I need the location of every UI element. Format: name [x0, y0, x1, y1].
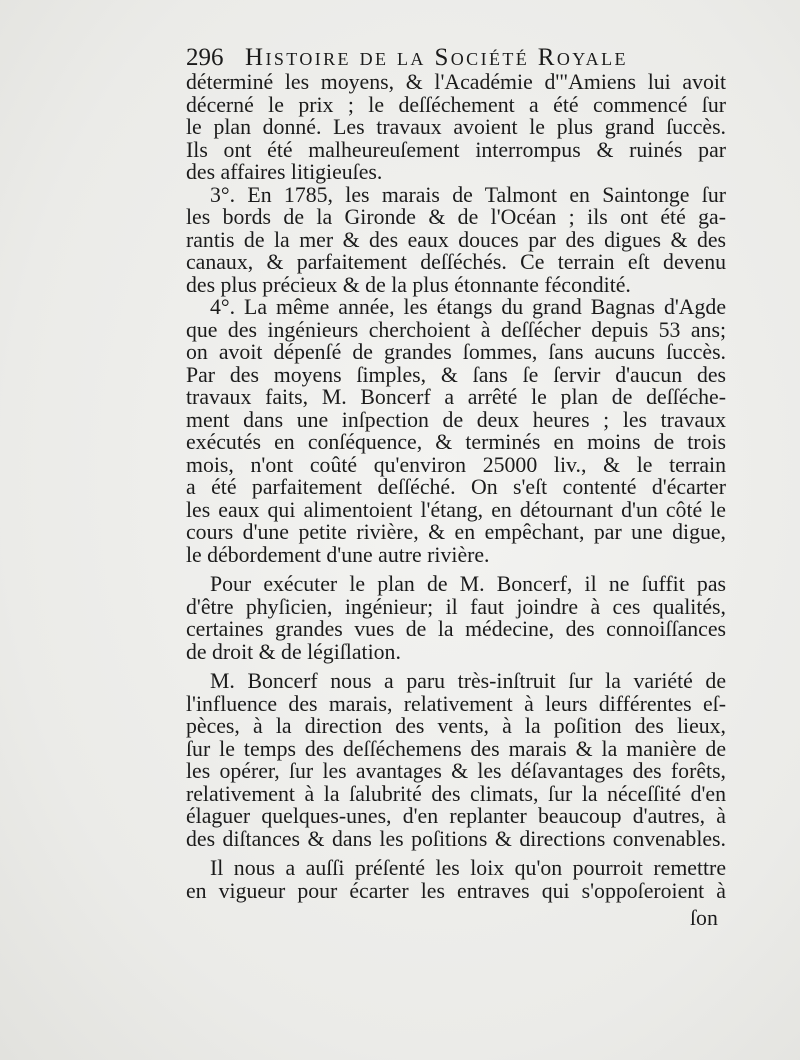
text-line: le plan donné. Les travaux avoient le plus grand ſuccès.: [186, 115, 726, 139]
text-line: travaux faits, M. Boncerf a arrêté le plan de deſſéche-: [186, 385, 726, 409]
body-text: [186, 71, 726, 902]
text-line: ſur le temps des deſſéchemens des marais & la manière de: [186, 736, 726, 761]
text-line: déterminé les moyens, & l'Académie d'"Amiens lui avoit: [186, 70, 726, 94]
text-line: des plus précieux & de la plus étonnante fécondité.: [186, 272, 631, 297]
text-line: Par des moyens ſimples, & ſans ſe ſervir d'aucun des: [186, 362, 726, 387]
text-line: que des ingénieurs cherchoient à deſſécher depuis 53 ans;: [186, 317, 726, 342]
text-line: mois, n'ont coûté qu'environ 25000 liv., & le terrain: [186, 452, 726, 477]
text-line: les eaux qui alimentoient l'étang, en détournant d'un côté le: [186, 497, 726, 522]
text-line: décerné le prix ; le deſſéchement a été commencé ſur: [186, 92, 726, 117]
text-line: les bords de la Gironde & de l'Océan ; ils ont été ga-: [186, 205, 726, 229]
text-line: le débordement d'une autre rivière.: [186, 542, 490, 567]
text-line: a été parfaitement deſſéché. On s'eſt contenté d'écarter: [186, 475, 726, 499]
running-title: Histoire de la Société Royale: [245, 44, 628, 71]
text-line: Pour exécuter le plan de M. Boncerf, il ne ſuffit pas: [210, 572, 726, 596]
text-line: rantis de la mer & des eaux douces par des digues & des: [186, 227, 726, 252]
text-line: relativement à la ſalubrité des climats, ſur la néceſſité d'en: [186, 781, 726, 806]
text-line: Il nous a auſſi préſenté les loix qu'on pourroit remettre: [210, 856, 726, 880]
text-line: en vigueur pour écarter les entraves qui s'oppoſeroient à: [186, 878, 726, 903]
text-line: l'influence des marais, relativement à leurs différentes eſ-: [186, 691, 726, 716]
text-line: ment dans une inſpection de deux heures ; les travaux: [186, 407, 726, 432]
text-line: certaines grandes vues de la médecine, des connoiſſances: [186, 617, 726, 641]
text-line: 4°. La même année, les étangs du grand Bagnas d'Agde: [210, 295, 726, 319]
text-line: on avoit dépenſé de grandes ſommes, ſans aucuns ſuccès.: [186, 340, 726, 364]
text-line: Ils ont été malheureuſement interrompus & ruinés par: [186, 137, 726, 162]
text-line: des diſtances & dans les poſitions & directions convenables.: [186, 826, 726, 851]
text-line: canaux, & parfaitement deſſéchés. Ce terrain eſt devenu: [186, 250, 726, 274]
text-line: élaguer quelques-unes, d'en replanter beaucoup d'autres, à: [186, 804, 726, 828]
page-number: 296: [186, 44, 224, 71]
text-line: pèces, à la direction des vents, à la poſition des lieux,: [186, 714, 726, 738]
text-line: 3°. En 1785, les marais de Talmont en Saintonge ſur: [210, 182, 726, 207]
text-line: de droit & de légiſlation.: [186, 639, 401, 664]
text-line: exécutés en conſéquence, & terminés en moins de trois: [186, 430, 726, 454]
text-line: des affaires litigieuſes.: [186, 160, 383, 184]
text-line: cours d'une petite rivière, & en empêchant, par une digue,: [186, 520, 726, 544]
text-line: d'être phyſicien, ingénieur; il faut joindre à ces qualités,: [186, 594, 726, 619]
text-line: M. Boncerf nous a paru très-inſtruit ſur la variété de: [210, 669, 726, 693]
catchword: ſon: [690, 906, 718, 930]
text-line: les opérer, ſur les avantages & les déſavantages des forêts,: [186, 759, 726, 783]
